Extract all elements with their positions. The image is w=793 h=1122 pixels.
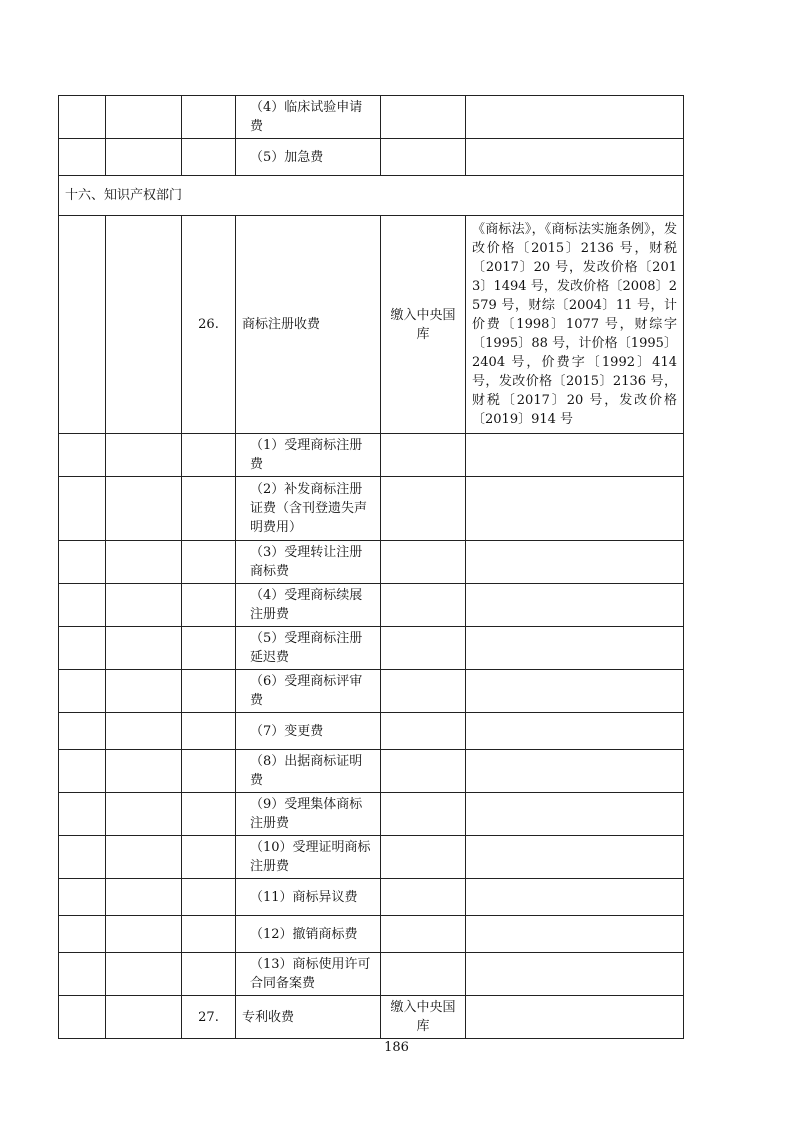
table-row <box>59 477 684 541</box>
table-row <box>59 916 684 953</box>
table-row <box>59 670 684 713</box>
fee-item-name: 商标注册收费 <box>236 216 381 434</box>
table-row <box>59 996 684 1039</box>
table-row <box>59 836 684 879</box>
fee-sub-item: （1）受理商标注册费 <box>236 434 381 477</box>
fee-sub-item: （7）变更费 <box>236 713 381 750</box>
table-row <box>59 139 684 176</box>
table-row <box>59 216 684 434</box>
table-row <box>59 96 684 139</box>
fee-sub-item: （8）出据商标证明费 <box>236 750 381 793</box>
table-row <box>59 750 684 793</box>
table-row <box>59 953 684 996</box>
fee-sub-item: （3）受理转让注册商标费 <box>236 541 381 584</box>
fee-sub-item: （12）撤销商标费 <box>236 916 381 953</box>
fee-sub-item: （9）受理集体商标注册费 <box>236 793 381 836</box>
fee-sub-item: （10）受理证明商标注册费 <box>236 836 381 879</box>
fee-sub-item: （4）受理商标续展注册费 <box>236 584 381 627</box>
table-row <box>59 627 684 670</box>
legal-basis: 《商标法》，《商标法实施条例》，发改价格〔2015〕2136 号，财税〔2017〕20 号，发改价格〔2013〕1494 号，发改价格〔2008〕2579 号，财综〔2004〕11 号，计价费〔1998〕1077 号，财综字〔1995〕88 号，计价格〔1995〕2404 号，价费字〔1992〕414 号，发改价格〔2015〕2136 号，财税〔2017〕20 号，发改价格〔2019〕914 号 <box>466 216 684 434</box>
fee-table <box>58 95 684 1039</box>
fee-sub-item: （5）受理商标注册延迟费 <box>236 627 381 670</box>
payment-method: 缴入中央国库 <box>381 996 466 1039</box>
fee-item-name: 专利收费 <box>236 996 381 1039</box>
item-number: 27. <box>182 996 236 1039</box>
fee-sub-item: （13）商标使用许可合同备案费 <box>236 953 381 996</box>
fee-sub-item: （11）商标异议费 <box>236 879 381 916</box>
fee-item-name: （5）加急费 <box>236 139 381 176</box>
fee-sub-item: （2）补发商标注册证费（含刊登遗失声明费用） <box>236 477 381 541</box>
table-row <box>59 434 684 477</box>
item-number: 26. <box>182 216 236 434</box>
payment-method: 缴入中央国库 <box>381 216 466 434</box>
table-row <box>59 584 684 627</box>
section-title: 十六、知识产权部门 <box>59 176 684 216</box>
legal-basis <box>466 996 684 1039</box>
page-number: 186 <box>384 1040 409 1055</box>
table-row <box>59 793 684 836</box>
table-row <box>59 713 684 750</box>
table-row <box>59 879 684 916</box>
table-row <box>59 541 684 584</box>
section-row <box>59 176 684 216</box>
fee-item-name: （4）临床试验申请费 <box>236 96 381 139</box>
fee-sub-item: （6）受理商标评审费 <box>236 670 381 713</box>
